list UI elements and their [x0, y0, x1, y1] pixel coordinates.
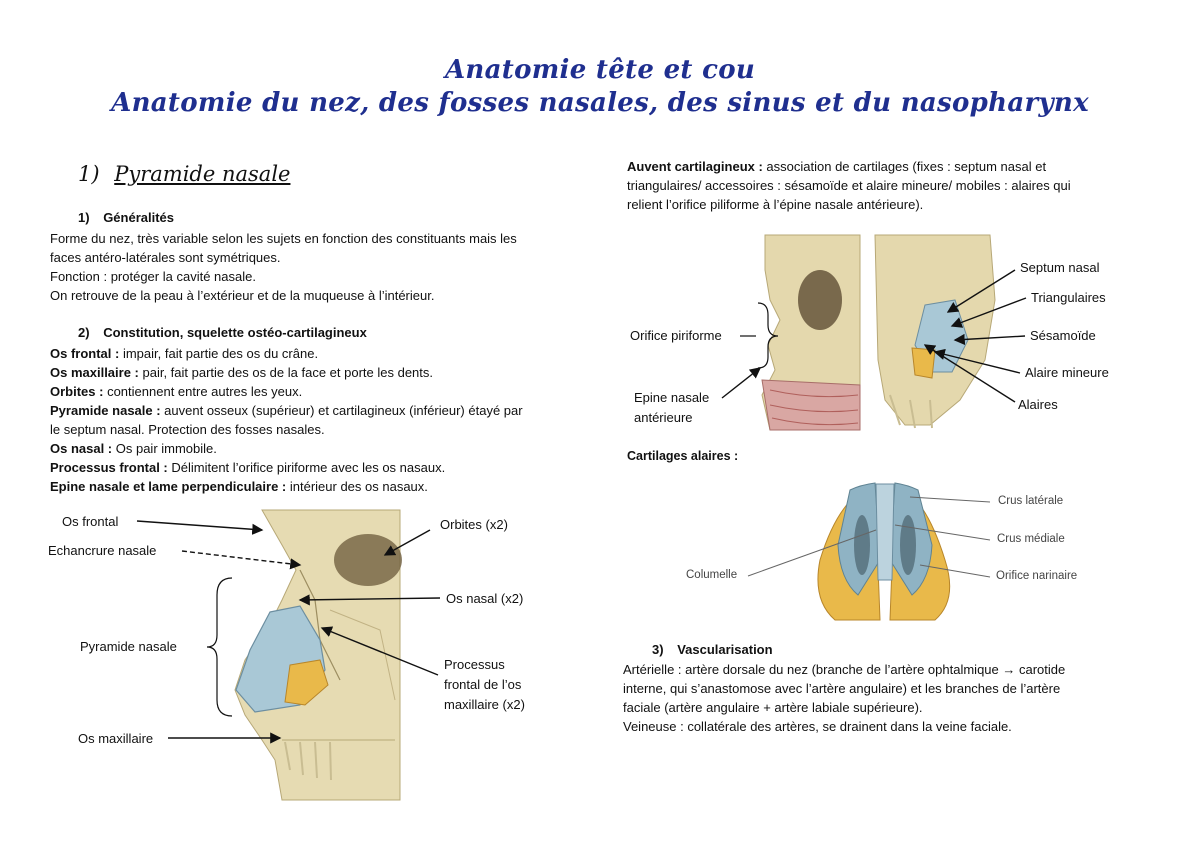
- text-line: triangulaires/ accessoires : sésamoïde et alaire mineure/ mobiles : alaires qui: [627, 178, 1071, 193]
- section-1-number: 1): [78, 162, 100, 186]
- text-line: Auvent cartilagineux : association de cartilages (fixes : septum nasal et: [627, 159, 1047, 174]
- subsection-title: Constitution, squelette ostéo-cartilagineux: [103, 325, 367, 340]
- label-orifice-narinaire: Orifice narinaire: [996, 570, 1078, 582]
- subsection-number: 2): [78, 325, 90, 340]
- document-title: Anatomie tête et cou: [444, 55, 756, 85]
- pyramide-bracket: [207, 578, 232, 716]
- skull-front-lateral-illustration: [762, 235, 860, 430]
- label-sesamoide: Sésamoïde: [1030, 328, 1096, 343]
- text-line: Artérielle : artère dorsale du nez (branche de l’artère ophtalmique → carotide: [623, 662, 1066, 677]
- document-subtitle: Anatomie du nez, des fosses nasales, des sinus et du nasopharynx: [111, 88, 1089, 118]
- label-os-frontal: Os frontal: [62, 514, 119, 529]
- subsection-title: Généralités: [103, 210, 175, 225]
- arrow-epine-nasale: [722, 368, 760, 398]
- label-pyramide-nasale: Pyramide nasale: [80, 639, 177, 654]
- label-septum-nasal: Septum nasal: [1020, 260, 1100, 275]
- label-epine-nasale: Epine nasale antérieure: [634, 390, 710, 425]
- cartilages-alaires-heading: Cartilages alaires :: [627, 449, 739, 463]
- text-line: Veineuse : collatérale des artères, se drainent dans la veine faciale.: [623, 719, 1012, 734]
- list-item: Os frontal : impair, fait partie des os du crâne.: [50, 346, 319, 361]
- label-columelle: Columelle: [686, 569, 738, 581]
- subsection-number: 3): [652, 642, 664, 657]
- arrow-os-frontal: [137, 521, 262, 530]
- subsection-number: 1): [78, 210, 90, 225]
- subsection-title: Vascularisation: [677, 642, 773, 657]
- subsection-vascularisation: [652, 642, 773, 657]
- vascularisation-text: [623, 660, 1148, 736]
- label-processus-frontal: Processus frontal de l’os maxillaire (x2): [444, 657, 525, 712]
- text-line: faces antéro-latérales sont symétriques.: [50, 250, 281, 265]
- list-item: le septum nasal. Protection des fosses nasales.: [50, 422, 325, 437]
- arrow-echancrure: [182, 551, 300, 565]
- label-os-nasal: Os nasal (x2): [446, 591, 524, 606]
- label-alaire-mineure: Alaire mineure: [1025, 365, 1109, 380]
- section-1-title: Pyramide nasale: [114, 162, 291, 186]
- label-orifice-piriforme: Orifice piriforme: [630, 328, 722, 343]
- label-crus-laterale: Crus latérale: [998, 495, 1064, 507]
- text-line: On retrouve de la peau à l’extérieur et de la muqueuse à l’intérieur.: [50, 288, 435, 303]
- text-line: faciale (artère angulaire + artère labiale supérieure).: [623, 700, 923, 715]
- label-crus-mediale: Crus médiale: [997, 533, 1065, 545]
- auvent-paragraph: [627, 157, 1149, 214]
- label-alaires: Alaires: [1018, 397, 1058, 412]
- text-line: interne, qui s’anastomose avec l’artère angulaire) et les branches de l’artère: [623, 681, 1061, 696]
- text-line: Fonction : protéger la cavité nasale.: [50, 269, 256, 284]
- text-line: Forme du nez, très variable selon les sujets en fonction des constituants mais les: [50, 231, 517, 246]
- label-triangulaires: Triangulaires: [1031, 290, 1106, 305]
- alar-cartilages-illustration: [818, 483, 950, 620]
- list-item: Os maxillaire : pair, fait partie des os de la face et porte les dents.: [50, 365, 434, 380]
- list-item: Epine nasale et lame perpendiculaire : intérieur des os nasaux.: [50, 479, 428, 494]
- list-item: Os nasal : Os pair immobile.: [50, 441, 217, 456]
- label-orbites: Orbites (x2): [440, 517, 508, 532]
- list-item: Orbites : contiennent entre autres les yeux.: [50, 384, 303, 399]
- leader-crus-laterale: [910, 497, 990, 502]
- label-echancrure-nasale: Echancrure nasale: [48, 543, 157, 558]
- text-line: relient l’orifice piliforme à l’épine nasale antérieure).: [627, 197, 924, 212]
- list-item: Processus frontal : Délimitent l’orifice piriforme avec les os nasaux.: [50, 460, 446, 475]
- list-item: Pyramide nasale : auvent osseux (supérieur) et cartilagineux (inférieur) étayé par: [50, 403, 523, 418]
- label-os-maxillaire: Os maxillaire: [78, 731, 154, 746]
- skull-front-view-illustration: [875, 235, 995, 428]
